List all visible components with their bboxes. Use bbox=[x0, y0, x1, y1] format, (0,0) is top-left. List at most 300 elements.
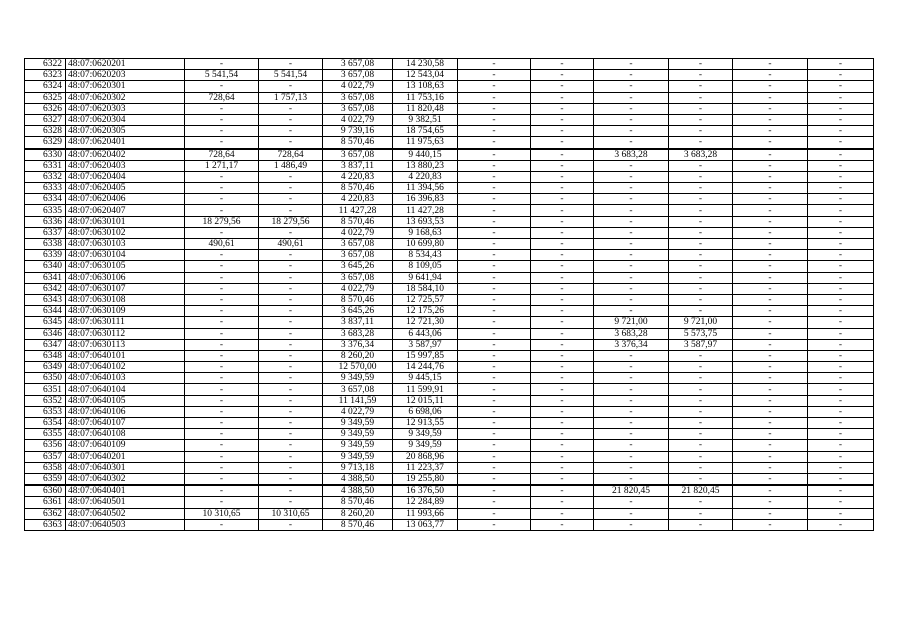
value-cell-1: - bbox=[185, 250, 259, 261]
table-row bbox=[25, 508, 874, 519]
value-cell-5: - bbox=[458, 227, 531, 238]
row-number-cell: 6357 bbox=[25, 451, 66, 462]
row-number-cell: 6343 bbox=[25, 294, 66, 305]
value-cell-8: - bbox=[669, 418, 733, 429]
value-cell-4: 9 641,94 bbox=[393, 272, 458, 283]
value-cell-7: 9 721,00 bbox=[594, 317, 669, 328]
value-cell-7: - bbox=[594, 137, 669, 149]
value-cell-6: - bbox=[531, 339, 594, 350]
value-cell-9: - bbox=[733, 103, 808, 114]
value-cell-4: 10 699,80 bbox=[393, 239, 458, 250]
value-cell-4: 14 244,76 bbox=[393, 362, 458, 373]
value-cell-1: - bbox=[185, 462, 259, 473]
value-cell-5: - bbox=[458, 395, 531, 406]
value-cell-3: 4 022,79 bbox=[323, 81, 393, 92]
value-cell-4: 16 396,83 bbox=[393, 194, 458, 205]
value-cell-5: - bbox=[458, 283, 531, 294]
value-cell-2: - bbox=[259, 114, 323, 125]
value-cell-10: - bbox=[808, 497, 874, 508]
value-cell-9: - bbox=[733, 440, 808, 451]
value-cell-2: - bbox=[259, 261, 323, 272]
value-cell-8: - bbox=[669, 362, 733, 373]
value-cell-7: - bbox=[594, 395, 669, 406]
value-cell-8: 21 820,45 bbox=[669, 485, 733, 497]
value-cell-2: - bbox=[259, 395, 323, 406]
value-cell-1: - bbox=[185, 429, 259, 440]
value-cell-2: - bbox=[259, 339, 323, 350]
table-row bbox=[25, 92, 874, 103]
cadastral-number-cell: 48:07:0630108 bbox=[66, 294, 185, 305]
value-cell-9: - bbox=[733, 429, 808, 440]
value-cell-1: - bbox=[185, 395, 259, 406]
value-cell-6: - bbox=[531, 216, 594, 227]
value-cell-9: - bbox=[733, 350, 808, 361]
value-cell-1: 1 271,17 bbox=[185, 160, 259, 171]
value-cell-10: - bbox=[808, 216, 874, 227]
value-cell-8: 3 683,28 bbox=[669, 149, 733, 161]
table-row bbox=[25, 485, 874, 497]
value-cell-9: - bbox=[733, 160, 808, 171]
value-cell-3: 3 657,08 bbox=[323, 250, 393, 261]
value-cell-2: - bbox=[259, 194, 323, 205]
value-cell-5: - bbox=[458, 306, 531, 317]
value-cell-10: - bbox=[808, 451, 874, 462]
table-row bbox=[25, 272, 874, 283]
value-cell-2: - bbox=[259, 429, 323, 440]
value-cell-2: - bbox=[259, 183, 323, 194]
value-cell-6: - bbox=[531, 205, 594, 216]
value-cell-6: - bbox=[531, 519, 594, 530]
row-number-cell: 6330 bbox=[25, 149, 66, 161]
value-cell-3: 4 022,79 bbox=[323, 114, 393, 125]
value-cell-2: - bbox=[259, 59, 323, 70]
value-cell-10: - bbox=[808, 350, 874, 361]
value-cell-9: - bbox=[733, 339, 808, 350]
table-row bbox=[25, 81, 874, 92]
value-cell-7: - bbox=[594, 92, 669, 103]
value-cell-7: - bbox=[594, 462, 669, 473]
value-cell-5: - bbox=[458, 373, 531, 384]
value-cell-5: - bbox=[458, 451, 531, 462]
value-cell-1: - bbox=[185, 306, 259, 317]
value-cell-7: - bbox=[594, 194, 669, 205]
table-row bbox=[25, 149, 874, 161]
value-cell-2: - bbox=[259, 497, 323, 508]
value-cell-5: - bbox=[458, 70, 531, 81]
value-cell-9: - bbox=[733, 473, 808, 485]
value-cell-2: - bbox=[259, 272, 323, 283]
table-row bbox=[25, 350, 874, 361]
value-cell-7: - bbox=[594, 81, 669, 92]
value-cell-3: 12 570,00 bbox=[323, 362, 393, 373]
value-cell-9: - bbox=[733, 306, 808, 317]
value-cell-7: - bbox=[594, 306, 669, 317]
value-cell-9: - bbox=[733, 272, 808, 283]
value-cell-8: - bbox=[669, 92, 733, 103]
value-cell-10: - bbox=[808, 462, 874, 473]
table-row bbox=[25, 160, 874, 171]
value-cell-3: 3 657,08 bbox=[323, 239, 393, 250]
value-cell-8: 9 721,00 bbox=[669, 317, 733, 328]
value-cell-2: 10 310,65 bbox=[259, 508, 323, 519]
value-cell-7: - bbox=[594, 183, 669, 194]
value-cell-8: - bbox=[669, 171, 733, 182]
value-cell-9: - bbox=[733, 384, 808, 395]
value-cell-8: 5 573,75 bbox=[669, 328, 733, 339]
cadastral-number-cell: 48:07:0640105 bbox=[66, 395, 185, 406]
value-cell-1: - bbox=[185, 497, 259, 508]
value-cell-10: - bbox=[808, 508, 874, 519]
row-number-cell: 6360 bbox=[25, 485, 66, 497]
value-cell-9: - bbox=[733, 462, 808, 473]
cadastral-number-cell: 48:07:0640104 bbox=[66, 384, 185, 395]
value-cell-4: 18 584,10 bbox=[393, 283, 458, 294]
value-cell-3: 9 713,18 bbox=[323, 462, 393, 473]
value-cell-5: - bbox=[458, 239, 531, 250]
value-cell-4: 13 693,53 bbox=[393, 216, 458, 227]
value-cell-2: - bbox=[259, 171, 323, 182]
value-cell-1: - bbox=[185, 194, 259, 205]
value-cell-4: 3 587,97 bbox=[393, 339, 458, 350]
value-cell-7: - bbox=[594, 497, 669, 508]
value-cell-5: - bbox=[458, 429, 531, 440]
value-cell-3: 11 141,59 bbox=[323, 395, 393, 406]
value-cell-9: - bbox=[733, 395, 808, 406]
value-cell-6: - bbox=[531, 261, 594, 272]
value-cell-3: 4 022,79 bbox=[323, 283, 393, 294]
value-cell-1: - bbox=[185, 171, 259, 182]
value-cell-1: - bbox=[185, 519, 259, 530]
value-cell-1: - bbox=[185, 339, 259, 350]
value-cell-6: - bbox=[531, 126, 594, 137]
cadastral-number-cell: 48:07:0620201 bbox=[66, 59, 185, 70]
value-cell-9: - bbox=[733, 70, 808, 81]
value-cell-2: - bbox=[259, 137, 323, 149]
value-cell-7: 3 683,28 bbox=[594, 328, 669, 339]
value-cell-9: - bbox=[733, 362, 808, 373]
value-cell-10: - bbox=[808, 114, 874, 125]
value-cell-2: - bbox=[259, 317, 323, 328]
table-row bbox=[25, 429, 874, 440]
value-cell-4: 11 975,63 bbox=[393, 137, 458, 149]
value-cell-5: - bbox=[458, 519, 531, 530]
value-cell-8: - bbox=[669, 114, 733, 125]
row-number-cell: 6338 bbox=[25, 239, 66, 250]
value-cell-10: - bbox=[808, 395, 874, 406]
value-cell-5: - bbox=[458, 362, 531, 373]
value-cell-2: - bbox=[259, 362, 323, 373]
value-cell-7: - bbox=[594, 418, 669, 429]
value-cell-8: - bbox=[669, 227, 733, 238]
cadastral-number-cell: 48:07:0620401 bbox=[66, 137, 185, 149]
row-number-cell: 6342 bbox=[25, 283, 66, 294]
value-cell-5: - bbox=[458, 440, 531, 451]
value-cell-8: - bbox=[669, 373, 733, 384]
value-cell-9: - bbox=[733, 328, 808, 339]
table-row bbox=[25, 239, 874, 250]
value-cell-10: - bbox=[808, 103, 874, 114]
value-cell-3: 3 657,08 bbox=[323, 149, 393, 161]
value-cell-3: 3 683,28 bbox=[323, 328, 393, 339]
value-cell-10: - bbox=[808, 283, 874, 294]
value-cell-4: 12 913,55 bbox=[393, 418, 458, 429]
cadastral-number-cell: 48:07:0620302 bbox=[66, 92, 185, 103]
value-cell-7: - bbox=[594, 473, 669, 485]
value-cell-1: - bbox=[185, 473, 259, 485]
value-cell-8: - bbox=[669, 462, 733, 473]
value-cell-9: - bbox=[733, 519, 808, 530]
table-row bbox=[25, 171, 874, 182]
value-cell-10: - bbox=[808, 519, 874, 530]
value-cell-1: - bbox=[185, 205, 259, 216]
value-cell-6: - bbox=[531, 59, 594, 70]
value-cell-8: - bbox=[669, 59, 733, 70]
table-row bbox=[25, 250, 874, 261]
row-number-cell: 6354 bbox=[25, 418, 66, 429]
row-number-cell: 6328 bbox=[25, 126, 66, 137]
row-number-cell: 6322 bbox=[25, 59, 66, 70]
value-cell-7: - bbox=[594, 350, 669, 361]
value-cell-3: 9 349,59 bbox=[323, 440, 393, 451]
value-cell-10: - bbox=[808, 261, 874, 272]
value-cell-6: - bbox=[531, 70, 594, 81]
table-row bbox=[25, 205, 874, 216]
value-cell-4: 12 725,57 bbox=[393, 294, 458, 305]
table-row bbox=[25, 339, 874, 350]
value-cell-4: 9 445,15 bbox=[393, 373, 458, 384]
row-number-cell: 6355 bbox=[25, 429, 66, 440]
value-cell-7: - bbox=[594, 160, 669, 171]
row-number-cell: 6332 bbox=[25, 171, 66, 182]
table-row bbox=[25, 362, 874, 373]
value-cell-7: - bbox=[594, 227, 669, 238]
value-cell-5: - bbox=[458, 250, 531, 261]
value-cell-10: - bbox=[808, 70, 874, 81]
value-cell-10: - bbox=[808, 205, 874, 216]
cadastral-number-cell: 48:07:0640101 bbox=[66, 350, 185, 361]
value-cell-1: - bbox=[185, 317, 259, 328]
value-cell-3: 3 645,26 bbox=[323, 261, 393, 272]
cadastral-number-cell: 48:07:0640302 bbox=[66, 473, 185, 485]
value-cell-9: - bbox=[733, 497, 808, 508]
table-row bbox=[25, 497, 874, 508]
cadastral-number-cell: 48:07:0630103 bbox=[66, 239, 185, 250]
value-cell-5: - bbox=[458, 81, 531, 92]
value-cell-6: - bbox=[531, 306, 594, 317]
value-cell-5: - bbox=[458, 418, 531, 429]
cadastral-number-cell: 48:07:0620305 bbox=[66, 126, 185, 137]
cadastral-number-cell: 48:07:0630104 bbox=[66, 250, 185, 261]
value-cell-9: - bbox=[733, 59, 808, 70]
value-cell-7: - bbox=[594, 519, 669, 530]
cadastral-number-cell: 48:07:0640108 bbox=[66, 429, 185, 440]
value-cell-3: 8 570,46 bbox=[323, 216, 393, 227]
value-cell-10: - bbox=[808, 171, 874, 182]
cadastral-number-cell: 48:07:0630107 bbox=[66, 283, 185, 294]
row-number-cell: 6351 bbox=[25, 384, 66, 395]
value-cell-1: 5 541,54 bbox=[185, 70, 259, 81]
value-cell-10: - bbox=[808, 137, 874, 149]
table-row bbox=[25, 261, 874, 272]
table-row bbox=[25, 294, 874, 305]
value-cell-6: - bbox=[531, 194, 594, 205]
value-cell-9: - bbox=[733, 373, 808, 384]
value-cell-3: 8 570,46 bbox=[323, 497, 393, 508]
value-cell-5: - bbox=[458, 406, 531, 417]
cadastral-number-cell: 48:07:0620406 bbox=[66, 194, 185, 205]
value-cell-5: - bbox=[458, 194, 531, 205]
value-cell-10: - bbox=[808, 440, 874, 451]
row-number-cell: 6339 bbox=[25, 250, 66, 261]
value-cell-2: - bbox=[259, 328, 323, 339]
value-cell-9: - bbox=[733, 183, 808, 194]
value-cell-8: - bbox=[669, 194, 733, 205]
value-cell-8: - bbox=[669, 160, 733, 171]
value-cell-4: 11 599,91 bbox=[393, 384, 458, 395]
value-cell-10: - bbox=[808, 81, 874, 92]
value-cell-4: 11 223,37 bbox=[393, 462, 458, 473]
value-cell-10: - bbox=[808, 227, 874, 238]
value-cell-4: 9 349,59 bbox=[393, 440, 458, 451]
value-cell-1: - bbox=[185, 227, 259, 238]
value-cell-9: - bbox=[733, 149, 808, 161]
value-cell-6: - bbox=[531, 429, 594, 440]
value-cell-1: - bbox=[185, 451, 259, 462]
value-cell-5: - bbox=[458, 59, 531, 70]
value-cell-10: - bbox=[808, 239, 874, 250]
value-cell-8: - bbox=[669, 473, 733, 485]
cadastral-number-cell: 48:07:0620403 bbox=[66, 160, 185, 171]
value-cell-5: - bbox=[458, 205, 531, 216]
value-cell-7: - bbox=[594, 384, 669, 395]
value-cell-3: 4 022,79 bbox=[323, 227, 393, 238]
value-cell-3: 9 349,59 bbox=[323, 429, 393, 440]
value-cell-2: 18 279,56 bbox=[259, 216, 323, 227]
value-cell-6: - bbox=[531, 328, 594, 339]
row-number-cell: 6325 bbox=[25, 92, 66, 103]
value-cell-8: - bbox=[669, 250, 733, 261]
value-cell-5: - bbox=[458, 497, 531, 508]
value-cell-6: - bbox=[531, 239, 594, 250]
value-cell-10: - bbox=[808, 485, 874, 497]
value-cell-5: - bbox=[458, 216, 531, 227]
value-cell-6: - bbox=[531, 418, 594, 429]
value-cell-7: - bbox=[594, 283, 669, 294]
value-cell-7: - bbox=[594, 440, 669, 451]
value-cell-5: - bbox=[458, 339, 531, 350]
value-cell-8: - bbox=[669, 137, 733, 149]
value-cell-10: - bbox=[808, 328, 874, 339]
table-row bbox=[25, 216, 874, 227]
value-cell-5: - bbox=[458, 384, 531, 395]
table-row bbox=[25, 59, 874, 70]
value-cell-9: - bbox=[733, 317, 808, 328]
value-cell-5: - bbox=[458, 160, 531, 171]
value-cell-4: 9 440,15 bbox=[393, 149, 458, 161]
table-row bbox=[25, 418, 874, 429]
value-cell-4: 9 168,63 bbox=[393, 227, 458, 238]
value-cell-7: - bbox=[594, 216, 669, 227]
value-cell-4: 13 880,23 bbox=[393, 160, 458, 171]
value-cell-2: - bbox=[259, 473, 323, 485]
row-number-cell: 6356 bbox=[25, 440, 66, 451]
value-cell-9: - bbox=[733, 171, 808, 182]
value-cell-3: 9 349,59 bbox=[323, 451, 393, 462]
value-cell-6: - bbox=[531, 294, 594, 305]
value-cell-3: 3 657,08 bbox=[323, 70, 393, 81]
value-cell-4: 6 698,06 bbox=[393, 406, 458, 417]
value-cell-6: - bbox=[531, 250, 594, 261]
value-cell-8: - bbox=[669, 350, 733, 361]
value-cell-7: - bbox=[594, 294, 669, 305]
value-cell-4: 4 220,83 bbox=[393, 171, 458, 182]
value-cell-7: - bbox=[594, 272, 669, 283]
value-cell-9: - bbox=[733, 294, 808, 305]
value-cell-2: 490,61 bbox=[259, 239, 323, 250]
value-cell-10: - bbox=[808, 294, 874, 305]
value-cell-4: 11 394,56 bbox=[393, 183, 458, 194]
row-number-cell: 6358 bbox=[25, 462, 66, 473]
value-cell-1: 728,64 bbox=[185, 92, 259, 103]
cadastral-number-cell: 48:07:0640502 bbox=[66, 508, 185, 519]
table-row bbox=[25, 317, 874, 328]
value-cell-5: - bbox=[458, 294, 531, 305]
value-cell-9: - bbox=[733, 137, 808, 149]
cadastral-number-cell: 48:07:0640201 bbox=[66, 451, 185, 462]
cadastral-number-cell: 48:07:0640301 bbox=[66, 462, 185, 473]
cadastral-number-cell: 48:07:0640503 bbox=[66, 519, 185, 530]
value-cell-3: 3 657,08 bbox=[323, 272, 393, 283]
value-cell-4: 8 534,43 bbox=[393, 250, 458, 261]
value-cell-9: - bbox=[733, 261, 808, 272]
table-row bbox=[25, 194, 874, 205]
cadastral-number-cell: 48:07:0620203 bbox=[66, 70, 185, 81]
value-cell-1: - bbox=[185, 294, 259, 305]
value-cell-8: - bbox=[669, 429, 733, 440]
value-cell-6: - bbox=[531, 395, 594, 406]
value-cell-1: - bbox=[185, 384, 259, 395]
value-cell-8: - bbox=[669, 216, 733, 227]
value-cell-4: 9 382,51 bbox=[393, 114, 458, 125]
cadastral-number-cell: 48:07:0630109 bbox=[66, 306, 185, 317]
value-cell-4: 20 868,96 bbox=[393, 451, 458, 462]
value-cell-4: 12 284,89 bbox=[393, 497, 458, 508]
table-row bbox=[25, 70, 874, 81]
value-cell-2: - bbox=[259, 406, 323, 417]
value-cell-7: - bbox=[594, 103, 669, 114]
value-cell-5: - bbox=[458, 92, 531, 103]
value-cell-3: 8 570,46 bbox=[323, 294, 393, 305]
value-cell-10: - bbox=[808, 429, 874, 440]
value-cell-7: - bbox=[594, 373, 669, 384]
value-cell-4: 11 820,48 bbox=[393, 103, 458, 114]
value-cell-10: - bbox=[808, 149, 874, 161]
cadastral-number-cell: 48:07:0620303 bbox=[66, 103, 185, 114]
value-cell-8: - bbox=[669, 183, 733, 194]
value-cell-2: - bbox=[259, 205, 323, 216]
value-cell-3: 3 657,08 bbox=[323, 384, 393, 395]
value-cell-8: - bbox=[669, 283, 733, 294]
cadastral-number-cell: 48:07:0640501 bbox=[66, 497, 185, 508]
value-cell-4: 12 175,26 bbox=[393, 306, 458, 317]
value-cell-6: - bbox=[531, 103, 594, 114]
table-row bbox=[25, 114, 874, 125]
value-cell-6: - bbox=[531, 406, 594, 417]
table-row bbox=[25, 328, 874, 339]
value-cell-6: - bbox=[531, 149, 594, 161]
row-number-cell: 6361 bbox=[25, 497, 66, 508]
value-cell-6: - bbox=[531, 440, 594, 451]
